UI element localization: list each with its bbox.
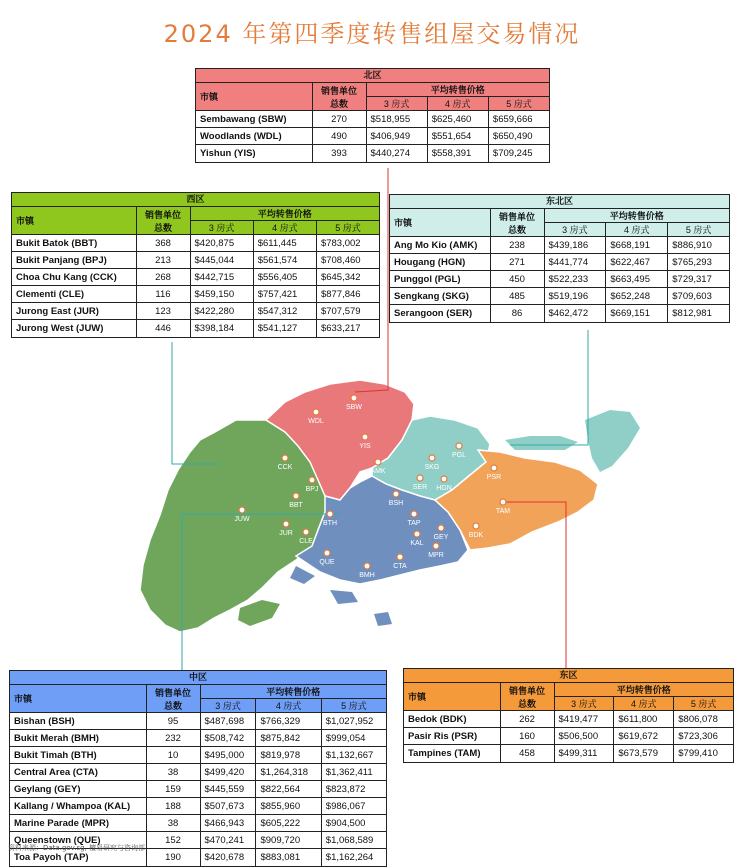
town-marker-label: JUR <box>279 530 293 537</box>
town-marker-icon <box>283 521 289 527</box>
units-cell: 95 <box>146 713 200 730</box>
col-units: 销售单位 总数 <box>146 685 200 713</box>
town-marker-icon <box>397 554 403 560</box>
town-cell: Tampines (TAM) <box>404 745 500 762</box>
table-row <box>10 781 386 798</box>
town-marker-label: GEY <box>433 534 449 541</box>
table-row <box>10 798 386 815</box>
table-row <box>196 111 549 128</box>
price-4room-cell: $822,564 <box>256 781 321 798</box>
col-4room: 4 房式 <box>606 223 668 237</box>
town-marker-label: CLE <box>299 538 313 545</box>
town-cell: Punggol (PGL) <box>390 271 490 288</box>
table-row <box>10 713 386 730</box>
town-marker-icon <box>500 499 506 505</box>
price-3room-cell: $522,233 <box>544 271 606 288</box>
price-3room-cell: $420,678 <box>200 849 256 866</box>
town-marker-icon <box>282 455 288 461</box>
table-row <box>10 747 386 764</box>
units-cell: 368 <box>136 235 190 252</box>
table-row <box>196 128 549 145</box>
price-4room-cell: $625,460 <box>427 111 488 128</box>
town-cell: Bishan (BSH) <box>10 713 146 730</box>
price-3room-cell: $518,955 <box>366 111 427 128</box>
table-row <box>12 269 379 286</box>
town-marker-icon <box>327 511 333 517</box>
region-header-west: 西区 <box>12 193 379 207</box>
table-row <box>404 728 733 745</box>
price-5room-cell: $1,162,264 <box>321 849 386 866</box>
price-4room-cell: $663,495 <box>606 271 668 288</box>
map-island-jurong <box>238 600 280 626</box>
price-3room-cell: $499,311 <box>554 745 614 762</box>
town-marker-icon <box>324 550 330 556</box>
region-header-central: 中区 <box>10 671 386 685</box>
col-town: 市镇 <box>404 683 500 711</box>
col-avg-price: 平均转售价格 <box>366 83 549 97</box>
col-5room: 5 房式 <box>674 697 733 711</box>
price-3room-cell: $406,949 <box>366 128 427 145</box>
town-marker-icon <box>364 563 370 569</box>
town-cell: Hougang (HGN) <box>390 254 490 271</box>
town-marker-icon <box>309 477 315 483</box>
table-row <box>12 303 379 320</box>
price-3room-cell: $462,472 <box>544 305 606 322</box>
price-4room-cell: $819,978 <box>256 747 321 764</box>
table-row <box>196 145 549 162</box>
town-marker-icon <box>491 465 497 471</box>
price-4room-cell: $883,081 <box>256 849 321 866</box>
town-marker-icon <box>429 455 435 461</box>
price-5room-cell: $659,666 <box>488 111 549 128</box>
price-4room-cell: $909,720 <box>256 832 321 849</box>
town-marker-icon <box>441 476 447 482</box>
town-marker-icon <box>456 443 462 449</box>
col-town: 市镇 <box>12 207 136 235</box>
town-cell: Bedok (BDK) <box>404 711 500 728</box>
price-3room-cell: $439,186 <box>544 237 606 254</box>
table-row <box>10 815 386 832</box>
town-marker-icon <box>417 475 423 481</box>
town-marker-icon <box>351 395 357 401</box>
units-cell: 262 <box>500 711 554 728</box>
region-table-north <box>195 68 550 163</box>
price-5room-cell: $1,132,667 <box>321 747 386 764</box>
col-4room: 4 房式 <box>614 697 674 711</box>
price-5room-cell: $723,306 <box>674 728 733 745</box>
col-4room: 4 房式 <box>253 221 316 235</box>
units-cell: 159 <box>146 781 200 798</box>
map-island-sentosa <box>330 590 358 604</box>
town-marker-label: BMH <box>359 572 375 579</box>
town-marker-icon <box>473 523 479 529</box>
town-cell: Geylang (GEY) <box>10 781 146 798</box>
price-3room-cell: $508,742 <box>200 730 256 747</box>
town-marker-label: CTA <box>393 563 407 570</box>
col-avg-price: 平均转售价格 <box>190 207 379 221</box>
price-4room-cell: $561,574 <box>253 252 316 269</box>
town-marker-label: QUE <box>319 559 335 566</box>
table-row <box>10 730 386 747</box>
price-5room-cell: $729,317 <box>668 271 729 288</box>
price-5room-cell: $986,067 <box>321 798 386 815</box>
units-cell: 123 <box>136 303 190 320</box>
region-table-northeast <box>389 194 730 323</box>
region-header-east: 东区 <box>404 669 733 683</box>
units-cell: 152 <box>146 832 200 849</box>
town-cell: Choa Chu Kang (CCK) <box>12 269 136 286</box>
col-units: 销售单位 总数 <box>490 209 544 237</box>
price-5room-cell: $709,603 <box>668 288 729 305</box>
town-marker-label: TAP <box>407 520 421 527</box>
town-marker-label: PGL <box>451 452 467 459</box>
price-3room-cell: $507,673 <box>200 798 256 815</box>
region-table-west <box>11 192 380 338</box>
town-cell: Clementi (CLE) <box>12 286 136 303</box>
price-5room-cell: $650,490 <box>488 128 549 145</box>
town-marker-icon <box>313 409 319 415</box>
price-3room-cell: $442,715 <box>190 269 253 286</box>
col-3room: 3 房式 <box>200 699 256 713</box>
table-row <box>404 711 733 728</box>
col-town: 市镇 <box>10 685 146 713</box>
price-4room-cell: $652,248 <box>606 288 668 305</box>
units-cell: 446 <box>136 320 190 337</box>
price-5room-cell: $783,002 <box>316 235 379 252</box>
town-cell: Jurong East (JUR) <box>12 303 136 320</box>
units-cell: 450 <box>490 271 544 288</box>
price-3room-cell: $420,875 <box>190 235 253 252</box>
price-4room-cell: $547,312 <box>253 303 316 320</box>
units-cell: 458 <box>500 745 554 762</box>
table-east <box>404 683 733 762</box>
col-3room: 3 房式 <box>554 697 614 711</box>
town-marker-label: TAM <box>495 508 511 515</box>
table-row <box>12 320 379 337</box>
price-4room-cell: $541,127 <box>253 320 316 337</box>
town-cell: Central Area (CTA) <box>10 764 146 781</box>
town-cell: Sembawang (SBW) <box>196 111 312 128</box>
price-5room-cell: $709,245 <box>488 145 549 162</box>
table-row <box>12 286 379 303</box>
town-marker-label: MPR <box>428 552 444 559</box>
units-cell: 213 <box>136 252 190 269</box>
price-3room-cell: $466,943 <box>200 815 256 832</box>
units-cell: 10 <box>146 747 200 764</box>
table-west <box>12 207 379 337</box>
price-5room-cell: $645,342 <box>316 269 379 286</box>
price-5room-cell: $806,078 <box>674 711 733 728</box>
price-5room-cell: $877,846 <box>316 286 379 303</box>
col-3room: 3 房式 <box>190 221 253 235</box>
col-5room: 5 房式 <box>488 97 549 111</box>
town-marker-icon <box>293 493 299 499</box>
page-title: 2024 年第四季度转售组屋交易情况 <box>163 20 581 48</box>
town-cell: Bukit Merah (BMH) <box>10 730 146 747</box>
town-marker-label: BTH <box>323 520 337 527</box>
col-avg-price: 平均转售价格 <box>554 683 733 697</box>
price-4room-cell: $668,191 <box>606 237 668 254</box>
price-5room-cell: $799,410 <box>674 745 733 762</box>
price-4room-cell: $611,800 <box>614 711 674 728</box>
source-note: 资料来源：Data.gov.sg, 檀易研究与咨询部 <box>8 844 146 852</box>
table-row <box>12 252 379 269</box>
region-header-north: 北区 <box>196 69 549 83</box>
table-row <box>390 271 729 288</box>
col-4room: 4 房式 <box>256 699 321 713</box>
col-units: 销售单位 总数 <box>312 83 366 111</box>
table-north <box>196 83 549 162</box>
price-4room-cell: $855,960 <box>256 798 321 815</box>
town-marker-icon <box>438 525 444 531</box>
town-marker-label: JUW <box>234 516 250 523</box>
town-marker-icon <box>433 543 439 549</box>
price-4room-cell: $556,405 <box>253 269 316 286</box>
table-row <box>10 764 386 781</box>
col-4room: 4 房式 <box>427 97 488 111</box>
price-4room-cell: $875,842 <box>256 730 321 747</box>
town-marker-icon <box>239 507 245 513</box>
units-cell: 116 <box>136 286 190 303</box>
col-3room: 3 房式 <box>366 97 427 111</box>
col-avg-price: 平均转售价格 <box>200 685 386 699</box>
table-northeast <box>390 209 729 322</box>
col-avg-price: 平均转售价格 <box>544 209 729 223</box>
table-row <box>390 254 729 271</box>
col-5room: 5 房式 <box>321 699 386 713</box>
price-5room-cell: $823,872 <box>321 781 386 798</box>
town-cell: Marine Parade (MPR) <box>10 815 146 832</box>
price-3room-cell: $506,500 <box>554 728 614 745</box>
town-cell: Pasir Ris (PSR) <box>404 728 500 745</box>
price-3room-cell: $459,150 <box>190 286 253 303</box>
price-3room-cell: $419,477 <box>554 711 614 728</box>
units-cell: 485 <box>490 288 544 305</box>
price-4room-cell: $673,579 <box>614 745 674 762</box>
units-cell: 232 <box>146 730 200 747</box>
town-cell: Bukit Panjang (BPJ) <box>12 252 136 269</box>
units-cell: 271 <box>490 254 544 271</box>
town-marker-label: SBW <box>346 404 362 411</box>
town-cell: Serangoon (SER) <box>390 305 490 322</box>
price-4room-cell: $1,264,318 <box>256 764 321 781</box>
town-cell: Bukit Timah (BTH) <box>10 747 146 764</box>
price-3room-cell: $440,274 <box>366 145 427 162</box>
col-5room: 5 房式 <box>668 223 729 237</box>
price-4room-cell: $551,654 <box>427 128 488 145</box>
region-table-central <box>9 670 387 867</box>
price-4room-cell: $757,421 <box>253 286 316 303</box>
units-cell: 38 <box>146 815 200 832</box>
town-marker-label: BBT <box>289 502 303 509</box>
town-marker-label: CCK <box>277 464 293 471</box>
table-row <box>390 305 729 322</box>
price-4room-cell: $605,222 <box>256 815 321 832</box>
town-marker-icon <box>393 491 399 497</box>
col-town: 市镇 <box>196 83 312 111</box>
price-5room-cell: $708,460 <box>316 252 379 269</box>
price-4room-cell: $619,672 <box>614 728 674 745</box>
town-cell: Toa Payoh (TAP) <box>10 849 146 866</box>
price-4room-cell: $611,445 <box>253 235 316 252</box>
price-4room-cell: $558,391 <box>427 145 488 162</box>
col-3room: 3 房式 <box>544 223 606 237</box>
table-row <box>390 288 729 305</box>
town-marker-label: HGN <box>436 485 452 492</box>
town-cell: Bukit Batok (BBT) <box>12 235 136 252</box>
town-cell: Jurong West (JUW) <box>12 320 136 337</box>
price-3room-cell: $398,184 <box>190 320 253 337</box>
town-marker-label: PSR <box>486 474 502 481</box>
price-3room-cell: $470,241 <box>200 832 256 849</box>
units-cell: 268 <box>136 269 190 286</box>
table-central <box>10 685 386 866</box>
town-cell: Yishun (YIS) <box>196 145 312 162</box>
price-3room-cell: $441,774 <box>544 254 606 271</box>
table-row <box>404 745 733 762</box>
town-cell: Queenstown (QUE) <box>10 832 146 849</box>
price-4room-cell: $669,151 <box>606 305 668 322</box>
region-table-east <box>403 668 734 763</box>
col-units: 销售单位 总数 <box>500 683 554 711</box>
units-cell: 490 <box>312 128 366 145</box>
town-marker-icon <box>414 531 420 537</box>
units-cell: 188 <box>146 798 200 815</box>
town-marker-icon <box>375 459 381 465</box>
map-island-tekong <box>585 410 640 472</box>
col-5room: 5 房式 <box>316 221 379 235</box>
price-3room-cell: $422,280 <box>190 303 253 320</box>
town-marker-label: BPJ <box>305 486 319 493</box>
units-cell: 238 <box>490 237 544 254</box>
price-3room-cell: $499,420 <box>200 764 256 781</box>
col-units: 销售单位 总数 <box>136 207 190 235</box>
units-cell: 393 <box>312 145 366 162</box>
town-cell: Ang Mo Kio (AMK) <box>390 237 490 254</box>
map-island-far-south <box>374 612 392 626</box>
town-marker-icon <box>303 529 309 535</box>
region-header-northeast: 东北区 <box>390 195 729 209</box>
town-marker-label: BSH <box>388 500 404 507</box>
price-3room-cell: $445,044 <box>190 252 253 269</box>
price-5room-cell: $812,981 <box>668 305 729 322</box>
price-5room-cell: $1,027,952 <box>321 713 386 730</box>
town-cell: Sengkang (SKG) <box>390 288 490 305</box>
price-5room-cell: $904,500 <box>321 815 386 832</box>
town-marker-label: KAL <box>410 540 424 547</box>
price-3room-cell: $445,559 <box>200 781 256 798</box>
price-5room-cell: $765,293 <box>668 254 729 271</box>
town-marker-label: BDK <box>468 532 484 539</box>
town-marker-label: WDL <box>308 418 324 425</box>
price-5room-cell: $999,054 <box>321 730 386 747</box>
town-marker-label: SER <box>412 484 428 491</box>
town-cell: Kallang / Whampoa (KAL) <box>10 798 146 815</box>
price-5room-cell: $707,579 <box>316 303 379 320</box>
units-cell: 190 <box>146 849 200 866</box>
units-cell: 38 <box>146 764 200 781</box>
town-marker-icon <box>411 511 417 517</box>
map-island-south <box>290 566 315 584</box>
table-row <box>390 237 729 254</box>
map-island-ubin <box>505 436 578 450</box>
town-marker-label: YIS <box>359 443 371 450</box>
price-3room-cell: $487,698 <box>200 713 256 730</box>
price-5room-cell: $633,217 <box>316 320 379 337</box>
price-3room-cell: $519,196 <box>544 288 606 305</box>
price-5room-cell: $1,362,411 <box>321 764 386 781</box>
town-cell: Woodlands (WDL) <box>196 128 312 145</box>
price-5room-cell: $1,068,589 <box>321 832 386 849</box>
town-marker-label: SKG <box>424 464 440 471</box>
price-3room-cell: $495,000 <box>200 747 256 764</box>
units-cell: 86 <box>490 305 544 322</box>
table-row <box>12 235 379 252</box>
units-cell: 160 <box>500 728 554 745</box>
units-cell: 270 <box>312 111 366 128</box>
price-4room-cell: $622,467 <box>606 254 668 271</box>
town-marker-label: AMK <box>370 468 386 475</box>
col-town: 市镇 <box>390 209 490 237</box>
price-5room-cell: $886,910 <box>668 237 729 254</box>
price-4room-cell: $766,329 <box>256 713 321 730</box>
town-marker-icon <box>362 434 368 440</box>
